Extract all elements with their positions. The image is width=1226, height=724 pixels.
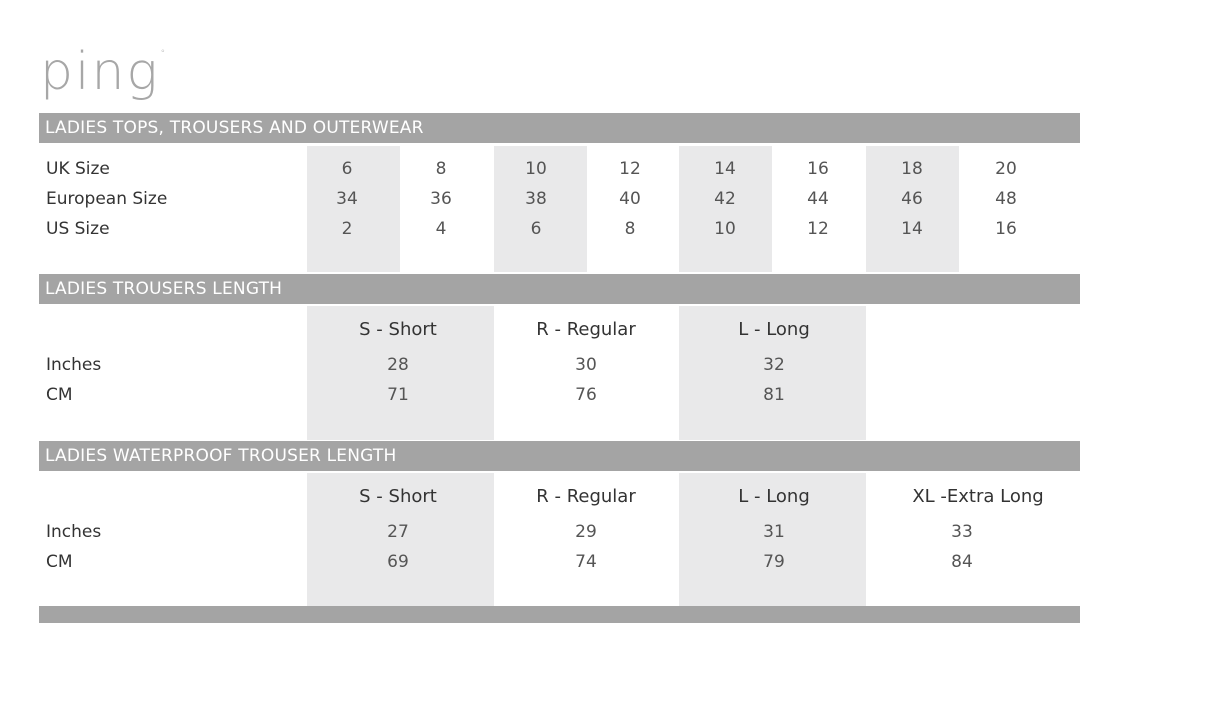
length-cell: 74 [575,552,597,572]
size-cell: 6 [530,219,542,239]
size-cell: 8 [624,219,636,239]
size-cell: 6 [341,159,353,179]
length-cell: 28 [387,355,409,375]
column-header: L - Long [738,319,810,340]
column-header: XL -Extra Long [912,486,1044,507]
size-cell: 4 [435,219,447,239]
length-cell: 76 [575,385,597,405]
row-label: CM [46,552,73,572]
column-header: S - Short [359,486,437,507]
row-label: Inches [46,355,102,375]
column-header: L - Long [738,486,810,507]
length-cell: 33 [951,522,973,542]
size-cell: 36 [430,189,452,209]
size-cell: 12 [807,219,829,239]
column-header: R - Regular [536,319,636,340]
logo-text: ping [40,42,160,102]
row-label: European Size [46,189,168,209]
size-cell: 34 [336,189,358,209]
trousers-section-header: LADIES TROUSERS LENGTH [39,274,1080,304]
logo-registered-mark: ° [160,49,168,59]
size-cell: 16 [995,219,1017,239]
size-cell: 48 [995,189,1017,209]
size-cell: 16 [807,159,829,179]
size-cell: 10 [525,159,547,179]
length-cell: 71 [387,385,409,405]
size-cell: 14 [901,219,923,239]
size-cell: 20 [995,159,1017,179]
row-label: US Size [46,219,110,239]
size-cell: 46 [901,189,923,209]
row-label: Inches [46,522,102,542]
length-cell: 31 [763,522,785,542]
size-cell: 40 [619,189,641,209]
column-header: S - Short [359,319,437,340]
size-cell: 44 [807,189,829,209]
size-cell: 8 [435,159,447,179]
size-cell: 2 [341,219,353,239]
row-label: CM [46,385,73,405]
row-label: UK Size [46,159,110,179]
size-cell: 10 [714,219,736,239]
length-cell: 79 [763,552,785,572]
length-cell: 27 [387,522,409,542]
waterproof-section-header: LADIES WATERPROOF TROUSER LENGTH [39,441,1080,471]
size-cell: 12 [619,159,641,179]
size-cell: 18 [901,159,923,179]
length-cell: 30 [575,355,597,375]
length-cell: 84 [951,552,973,572]
bottom-rule [39,606,1080,623]
length-cell: 29 [575,522,597,542]
ping-logo [40,44,167,100]
length-cell: 81 [763,385,785,405]
tops-section-header: LADIES TOPS, TROUSERS AND OUTERWEAR [39,113,1080,143]
size-cell: 38 [525,189,547,209]
length-cell: 32 [763,355,785,375]
size-cell: 14 [714,159,736,179]
column-header: R - Regular [536,486,636,507]
length-cell: 69 [387,552,409,572]
size-cell: 42 [714,189,736,209]
